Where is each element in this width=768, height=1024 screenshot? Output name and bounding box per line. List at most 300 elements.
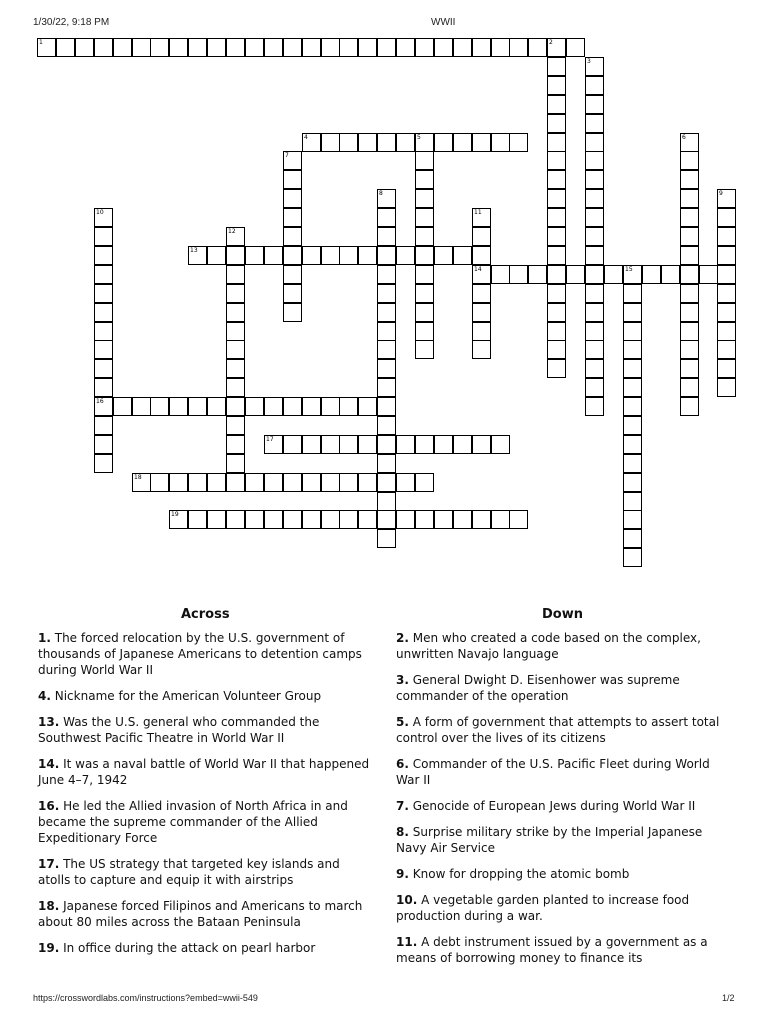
grid-cell[interactable] <box>585 340 604 359</box>
grid-cell[interactable] <box>717 340 736 359</box>
grid-cell[interactable] <box>585 246 604 265</box>
grid-cell[interactable] <box>547 133 566 152</box>
grid-cell[interactable] <box>377 510 396 529</box>
grid-cell[interactable] <box>547 303 566 322</box>
grid-cell[interactable] <box>358 133 377 152</box>
grid-cell[interactable] <box>415 265 434 284</box>
grid-cell[interactable] <box>415 303 434 322</box>
grid-cell[interactable] <box>509 265 528 284</box>
grid-cell-17[interactable] <box>264 435 283 454</box>
grid-cell[interactable] <box>358 435 377 454</box>
grid-cell[interactable] <box>226 265 245 284</box>
grid-cell[interactable] <box>264 38 283 57</box>
grid-cell[interactable] <box>604 265 623 284</box>
grid-cell[interactable] <box>169 38 188 57</box>
clue-number: 18. <box>38 899 60 913</box>
clue-number: 13. <box>38 715 60 729</box>
grid-cell[interactable] <box>169 397 188 416</box>
grid-cell[interactable] <box>207 38 226 57</box>
grid-cell[interactable] <box>302 246 321 265</box>
cell-number: 17 <box>266 436 274 443</box>
grid-cell[interactable] <box>207 397 226 416</box>
grid-cell[interactable] <box>717 227 736 246</box>
grid-cell[interactable] <box>434 510 453 529</box>
grid-cell[interactable] <box>264 473 283 492</box>
grid-cell[interactable] <box>358 246 377 265</box>
grid-cell[interactable] <box>415 189 434 208</box>
grid-cell[interactable] <box>94 38 113 57</box>
grid-cell[interactable] <box>528 38 547 57</box>
grid-cell[interactable] <box>434 38 453 57</box>
grid-cell[interactable] <box>415 38 434 57</box>
grid-cell[interactable] <box>491 38 510 57</box>
grid-cell-18[interactable] <box>132 473 151 492</box>
grid-cell[interactable] <box>623 378 642 397</box>
grid-cell[interactable] <box>94 359 113 378</box>
grid-cell[interactable] <box>547 76 566 95</box>
grid-cell[interactable] <box>207 246 226 265</box>
grid-cell[interactable] <box>264 246 283 265</box>
grid-cell[interactable] <box>377 246 396 265</box>
grid-cell[interactable] <box>623 435 642 454</box>
grid-cell[interactable] <box>377 208 396 227</box>
grid-cell[interactable] <box>94 416 113 435</box>
grid-cell[interactable] <box>283 473 302 492</box>
grid-cell[interactable] <box>283 435 302 454</box>
grid-cell[interactable] <box>302 510 321 529</box>
grid-cell[interactable] <box>717 284 736 303</box>
grid-cell-6[interactable] <box>680 133 699 152</box>
grid-cell[interactable] <box>377 492 396 511</box>
grid-cell[interactable] <box>547 170 566 189</box>
grid-cell[interactable] <box>321 38 340 57</box>
clue-text: A vegetable garden planted to increase food production during a war. <box>396 893 690 923</box>
grid-cell[interactable] <box>94 322 113 341</box>
grid-cell[interactable] <box>472 133 491 152</box>
grid-cell[interactable] <box>415 151 434 170</box>
grid-cell[interactable] <box>226 397 245 416</box>
grid-cell[interactable] <box>434 133 453 152</box>
grid-cell[interactable] <box>623 416 642 435</box>
grid-cell[interactable] <box>547 284 566 303</box>
grid-cell[interactable] <box>585 151 604 170</box>
grid-cell[interactable] <box>623 454 642 473</box>
grid-cell[interactable] <box>321 133 340 152</box>
grid-cell[interactable] <box>585 303 604 322</box>
grid-cell[interactable] <box>339 435 358 454</box>
grid-cell[interactable] <box>415 435 434 454</box>
grid-cell[interactable] <box>132 397 151 416</box>
grid-cell[interactable] <box>661 265 680 284</box>
grid-cell[interactable] <box>245 38 264 57</box>
grid-cell[interactable] <box>585 95 604 114</box>
grid-cell[interactable] <box>283 227 302 246</box>
grid-cell[interactable] <box>472 246 491 265</box>
grid-cell[interactable] <box>94 435 113 454</box>
grid-cell[interactable] <box>283 303 302 322</box>
grid-cell[interactable] <box>585 284 604 303</box>
grid-cell[interactable] <box>434 435 453 454</box>
grid-cell[interactable] <box>94 303 113 322</box>
clue-text: A debt instrument issued by a government as a means of borrowing money to finance its <box>396 935 708 965</box>
grid-cell[interactable] <box>321 435 340 454</box>
grid-cell[interactable] <box>623 284 642 303</box>
grid-cell[interactable] <box>547 227 566 246</box>
grid-cell[interactable] <box>623 359 642 378</box>
grid-cell[interactable] <box>717 322 736 341</box>
grid-cell[interactable] <box>415 246 434 265</box>
grid-cell[interactable] <box>377 265 396 284</box>
grid-cell[interactable] <box>585 397 604 416</box>
grid-cell[interactable] <box>377 473 396 492</box>
grid-cell[interactable] <box>358 473 377 492</box>
grid-cell[interactable] <box>717 265 736 284</box>
grid-cell[interactable] <box>491 133 510 152</box>
grid-cell[interactable] <box>377 435 396 454</box>
grid-cell[interactable] <box>188 38 207 57</box>
grid-cell[interactable] <box>623 473 642 492</box>
cell-number: 10 <box>96 209 104 216</box>
grid-cell-3[interactable] <box>585 57 604 76</box>
grid-cell[interactable] <box>207 510 226 529</box>
grid-cell[interactable] <box>585 322 604 341</box>
grid-cell[interactable] <box>415 322 434 341</box>
grid-cell[interactable] <box>226 340 245 359</box>
clue-number: 7. <box>396 799 409 813</box>
grid-cell[interactable] <box>472 435 491 454</box>
grid-cell[interactable] <box>302 473 321 492</box>
grid-cell[interactable] <box>472 340 491 359</box>
grid-cell[interactable] <box>415 284 434 303</box>
grid-cell[interactable] <box>585 114 604 133</box>
grid-cell-4[interactable] <box>302 133 321 152</box>
grid-cell[interactable] <box>226 454 245 473</box>
grid-cell[interactable] <box>680 378 699 397</box>
clue-down-3 <box>396 672 731 704</box>
grid-cell[interactable] <box>415 227 434 246</box>
grid-cell[interactable] <box>358 38 377 57</box>
grid-cell[interactable] <box>717 208 736 227</box>
grid-cell[interactable] <box>339 473 358 492</box>
grid-cell-11[interactable] <box>472 208 491 227</box>
grid-cell[interactable] <box>453 133 472 152</box>
grid-cell[interactable] <box>642 265 661 284</box>
grid-cell[interactable] <box>169 473 188 492</box>
grid-cell[interactable] <box>207 473 226 492</box>
grid-cell[interactable] <box>226 473 245 492</box>
grid-cell[interactable] <box>585 170 604 189</box>
grid-cell[interactable] <box>566 265 585 284</box>
grid-cell[interactable] <box>94 378 113 397</box>
grid-cell[interactable] <box>396 133 415 152</box>
clue-down-10 <box>396 892 731 924</box>
grid-cell[interactable] <box>623 322 642 341</box>
cell-number: 2 <box>549 39 553 46</box>
grid-cell[interactable] <box>283 189 302 208</box>
grid-cell[interactable] <box>283 284 302 303</box>
grid-cell[interactable] <box>339 133 358 152</box>
grid-cell[interactable] <box>283 265 302 284</box>
grid-cell[interactable] <box>283 246 302 265</box>
grid-cell[interactable] <box>453 435 472 454</box>
grid-cell[interactable] <box>339 246 358 265</box>
grid-cell[interactable] <box>699 265 718 284</box>
grid-cell-9[interactable] <box>717 189 736 208</box>
grid-cell[interactable] <box>283 510 302 529</box>
grid-cell[interactable] <box>245 510 264 529</box>
grid-cell[interactable] <box>75 38 94 57</box>
grid-cell[interactable] <box>680 170 699 189</box>
grid-cell[interactable] <box>680 284 699 303</box>
grid-cell[interactable] <box>680 189 699 208</box>
grid-cell[interactable] <box>585 359 604 378</box>
grid-cell[interactable] <box>264 510 283 529</box>
grid-cell[interactable] <box>264 397 283 416</box>
grid-cell[interactable] <box>585 265 604 284</box>
grid-cell[interactable] <box>547 57 566 76</box>
grid-cell[interactable] <box>226 510 245 529</box>
grid-cell[interactable] <box>245 473 264 492</box>
grid-cell[interactable] <box>113 38 132 57</box>
clue-number: 4. <box>38 689 51 703</box>
page-number: 1/2 <box>722 993 735 1003</box>
grid-cell[interactable] <box>623 397 642 416</box>
grid-cell[interactable] <box>623 303 642 322</box>
grid-cell[interactable] <box>415 473 434 492</box>
grid-cell[interactable] <box>94 284 113 303</box>
grid-cell[interactable] <box>377 340 396 359</box>
grid-cell[interactable] <box>94 246 113 265</box>
grid-cell[interactable] <box>680 208 699 227</box>
grid-cell[interactable] <box>245 397 264 416</box>
grid-cell[interactable] <box>680 265 699 284</box>
grid-cell[interactable] <box>226 359 245 378</box>
clue-down-2 <box>396 630 731 662</box>
grid-cell[interactable] <box>226 303 245 322</box>
grid-cell[interactable] <box>491 510 510 529</box>
grid-cell[interactable] <box>472 510 491 529</box>
grid-cell[interactable] <box>585 227 604 246</box>
clue-across-13 <box>38 714 373 746</box>
cell-number: 18 <box>134 474 142 481</box>
grid-cell[interactable] <box>226 416 245 435</box>
grid-cell[interactable] <box>226 246 245 265</box>
grid-cell[interactable] <box>472 227 491 246</box>
grid-cell[interactable] <box>680 151 699 170</box>
grid-cell[interactable] <box>321 246 340 265</box>
grid-cell[interactable] <box>226 435 245 454</box>
grid-cell[interactable] <box>585 133 604 152</box>
clue-text: Japanese forced Filipinos and Americans to march about 80 miles across the Bataan Peninsula <box>38 899 363 929</box>
grid-cell[interactable] <box>717 359 736 378</box>
grid-cell[interactable] <box>226 284 245 303</box>
clue-text: General Dwight D. Eisenhower was supreme commander of the operation <box>396 673 680 703</box>
grid-cell[interactable] <box>547 151 566 170</box>
grid-cell[interactable] <box>377 303 396 322</box>
grid-cell[interactable] <box>547 246 566 265</box>
grid-cell[interactable] <box>396 435 415 454</box>
cell-number: 12 <box>228 228 236 235</box>
grid-cell[interactable] <box>415 170 434 189</box>
grid-cell[interactable] <box>623 548 642 567</box>
grid-cell[interactable] <box>680 397 699 416</box>
grid-cell[interactable] <box>472 322 491 341</box>
grid-cell[interactable] <box>94 265 113 284</box>
grid-cell[interactable] <box>547 265 566 284</box>
clue-number: 9. <box>396 867 409 881</box>
grid-cell[interactable] <box>377 133 396 152</box>
grid-cell[interactable] <box>226 322 245 341</box>
grid-cell[interactable] <box>188 510 207 529</box>
grid-cell[interactable] <box>623 492 642 511</box>
grid-cell[interactable] <box>415 510 434 529</box>
grid-cell-1[interactable] <box>37 38 56 57</box>
grid-cell[interactable] <box>585 208 604 227</box>
grid-cell[interactable] <box>377 284 396 303</box>
grid-cell[interactable] <box>623 510 642 529</box>
grid-cell[interactable] <box>150 38 169 57</box>
grid-cell[interactable] <box>377 227 396 246</box>
grid-cell[interactable] <box>547 340 566 359</box>
grid-cell[interactable] <box>150 397 169 416</box>
clue-number: 1. <box>38 631 51 645</box>
grid-cell[interactable] <box>623 340 642 359</box>
grid-cell[interactable] <box>94 227 113 246</box>
grid-cell[interactable] <box>339 397 358 416</box>
grid-cell[interactable] <box>472 303 491 322</box>
cell-number: 13 <box>190 247 198 254</box>
grid-cell[interactable] <box>547 322 566 341</box>
grid-cell[interactable] <box>585 76 604 95</box>
grid-cell[interactable] <box>717 303 736 322</box>
grid-cell[interactable] <box>566 38 585 57</box>
grid-cell[interactable] <box>150 473 169 492</box>
grid-cell[interactable] <box>377 397 396 416</box>
grid-cell[interactable] <box>680 322 699 341</box>
clue-down-9 <box>396 866 731 882</box>
grid-cell[interactable] <box>491 265 510 284</box>
grid-cell-8[interactable] <box>377 189 396 208</box>
grid-cell-2[interactable] <box>547 38 566 57</box>
grid-cell[interactable] <box>377 359 396 378</box>
grid-cell[interactable] <box>434 246 453 265</box>
grid-cell[interactable] <box>547 208 566 227</box>
grid-cell[interactable] <box>188 473 207 492</box>
grid-cell[interactable] <box>226 378 245 397</box>
clue-number: 2. <box>396 631 409 645</box>
grid-cell-13[interactable] <box>188 246 207 265</box>
grid-cell-19[interactable] <box>169 510 188 529</box>
grid-cell[interactable] <box>528 265 547 284</box>
grid-cell-7[interactable] <box>283 151 302 170</box>
grid-cell[interactable] <box>453 38 472 57</box>
grid-cell[interactable] <box>547 95 566 114</box>
grid-cell[interactable] <box>547 359 566 378</box>
grid-cell[interactable] <box>94 454 113 473</box>
grid-cell[interactable] <box>509 510 528 529</box>
clue-text: A form of government that attempts to assert total control over the lives of its citizens <box>396 715 720 745</box>
grid-cell[interactable] <box>547 114 566 133</box>
grid-cell[interactable] <box>321 510 340 529</box>
grid-cell[interactable] <box>585 189 604 208</box>
grid-cell[interactable] <box>226 38 245 57</box>
grid-cell[interactable] <box>94 340 113 359</box>
grid-cell[interactable] <box>56 38 75 57</box>
grid-cell[interactable] <box>415 340 434 359</box>
grid-cell[interactable] <box>623 529 642 548</box>
grid-cell[interactable] <box>453 510 472 529</box>
grid-cell[interactable] <box>302 435 321 454</box>
grid-cell[interactable] <box>283 208 302 227</box>
grid-cell[interactable] <box>321 397 340 416</box>
grid-cell[interactable] <box>509 133 528 152</box>
grid-cell[interactable] <box>188 397 207 416</box>
grid-cell[interactable] <box>283 170 302 189</box>
grid-cell[interactable] <box>377 322 396 341</box>
grid-cell[interactable] <box>396 246 415 265</box>
grid-cell[interactable] <box>302 38 321 57</box>
cell-number: 19 <box>171 511 179 518</box>
grid-cell[interactable] <box>396 38 415 57</box>
grid-cell[interactable] <box>358 510 377 529</box>
grid-cell-10[interactable] <box>94 208 113 227</box>
grid-cell[interactable] <box>396 473 415 492</box>
grid-cell[interactable] <box>585 378 604 397</box>
grid-cell[interactable] <box>396 510 415 529</box>
grid-cell[interactable] <box>547 189 566 208</box>
cell-number: 15 <box>625 266 633 273</box>
grid-cell[interactable] <box>680 340 699 359</box>
grid-cell[interactable] <box>415 208 434 227</box>
grid-cell[interactable] <box>680 246 699 265</box>
grid-cell[interactable] <box>472 38 491 57</box>
grid-cell[interactable] <box>377 38 396 57</box>
clue-across-4 <box>38 688 373 704</box>
grid-cell[interactable] <box>680 227 699 246</box>
grid-cell[interactable] <box>339 510 358 529</box>
grid-cell[interactable] <box>717 378 736 397</box>
grid-cell-15[interactable] <box>623 265 642 284</box>
grid-cell[interactable] <box>245 246 264 265</box>
clue-text: He led the Allied invasion of North Africa in and became the supreme commander of the Allied Expeditionary Force <box>38 799 348 845</box>
grid-cell[interactable] <box>509 38 528 57</box>
grid-cell[interactable] <box>453 246 472 265</box>
grid-cell[interactable] <box>283 38 302 57</box>
grid-cell[interactable] <box>377 416 396 435</box>
grid-cell[interactable] <box>358 397 377 416</box>
grid-cell-12[interactable] <box>226 227 245 246</box>
grid-cell[interactable] <box>680 359 699 378</box>
grid-cell-5[interactable] <box>415 133 434 152</box>
grid-cell[interactable] <box>472 284 491 303</box>
grid-cell[interactable] <box>377 529 396 548</box>
grid-cell[interactable] <box>339 38 358 57</box>
grid-cell[interactable] <box>113 397 132 416</box>
grid-cell[interactable] <box>377 378 396 397</box>
grid-cell-16[interactable] <box>94 397 113 416</box>
grid-cell[interactable] <box>302 397 321 416</box>
grid-cell[interactable] <box>680 303 699 322</box>
grid-cell[interactable] <box>321 473 340 492</box>
grid-cell[interactable] <box>377 454 396 473</box>
grid-cell[interactable] <box>717 246 736 265</box>
grid-cell[interactable] <box>283 397 302 416</box>
cell-number: 6 <box>682 134 686 141</box>
clue-down-11 <box>396 934 731 966</box>
grid-cell[interactable] <box>132 38 151 57</box>
grid-cell-14[interactable] <box>472 265 491 284</box>
grid-cell[interactable] <box>491 435 510 454</box>
